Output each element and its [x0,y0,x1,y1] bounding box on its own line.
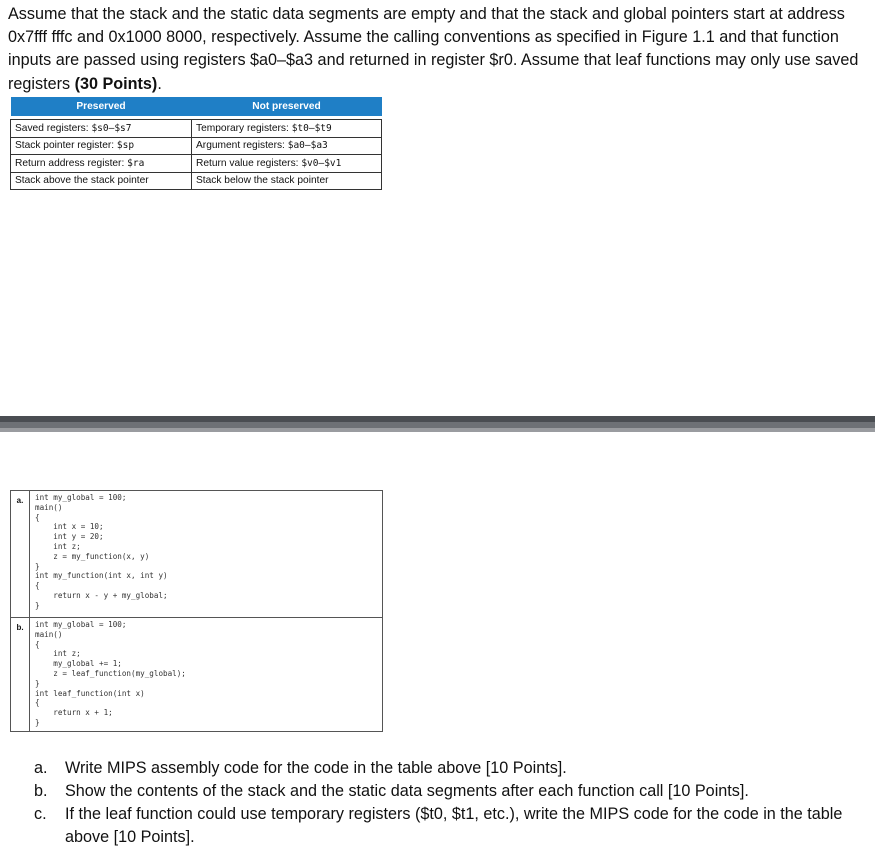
list-marker: b. [34,782,48,800]
list-marker: c. [34,805,47,823]
code-row-label: a. [11,491,30,617]
header-not-preserved: Not preserved [192,97,382,116]
cell-label: Stack above the stack pointer [15,175,149,187]
register-name: $a0–$a3 [287,140,328,152]
not-preserved-cell [192,120,382,138]
cell-label: Temporary registers: [196,122,292,134]
register-conventions-table [10,97,382,190]
preserved-cell [11,137,192,155]
list-item [34,780,854,803]
problem-statement [8,3,868,96]
table-row [11,155,382,173]
register-name: $sp [116,140,135,152]
question-text: Show the contents of the stack and the static data segments after each function call [10 Points]. [65,782,749,800]
not-preserved-cell [192,155,382,173]
preserved-cell [11,155,192,173]
problem-end: . [157,74,162,93]
not-preserved-cell [192,137,382,155]
cell-label: Return value registers: [196,157,302,169]
register-name: $v0–$v1 [301,157,342,169]
code-table [10,490,383,732]
preserved-cell [11,120,192,138]
table-header-row [11,97,382,116]
register-name: $t0–$t9 [291,122,332,134]
table-row [11,120,382,138]
table-row [11,137,382,155]
cell-label: Stack pointer register: [15,140,117,152]
cell-label: Stack below the stack pointer [196,175,329,187]
code-row-label: b. [11,618,30,732]
register-name: $ra [127,157,145,169]
question-list [34,757,854,849]
question-text: If the leaf function could use temporary registers ($t0, $t1, etc.), write the MIPS code for the code in the table above [10 Points]. [65,805,843,846]
question-text: Write MIPS assembly code for the code in the table above [10 Points]. [65,759,567,777]
code-block-b: int my_global = 100; main() { int z; my_global += 1; z = leaf_function(my_global); } int leaf_function(int x) { return x + 1; } [35,620,186,727]
list-item [34,803,854,849]
page-divider [0,416,875,432]
list-marker: a. [34,759,48,777]
header-preserved: Preserved [11,97,192,116]
code-row-b [11,617,382,732]
points-label: (30 Points) [74,74,158,93]
register-name: $s0–$s7 [91,122,132,134]
cell-label: Return address register: [15,157,128,169]
problem-text: Assume that the stack and the static data segments are empty and that the stack and global pointers start at address 0x7fff fffc and 0x1000 8000, respectively. Assume the calling conventions as specified in Figure 1.1 and that function inputs are passed using registers $a0–$a3 and returned in register $r0. Assume that leaf functions may only use saved registers [8,5,859,93]
not-preserved-cell [192,172,382,190]
cell-label: Argument registers: [196,140,288,152]
list-item [34,757,854,780]
cell-label: Saved registers: [15,122,92,134]
table-row [11,172,382,190]
code-row-a [11,491,382,617]
preserved-cell [11,172,192,190]
code-block-a: int my_global = 100; main() { int x = 10; int y = 20; int z; z = my_function(x, y) } int my_function(int x, int y) { return x - y + my_global; } [35,493,168,610]
